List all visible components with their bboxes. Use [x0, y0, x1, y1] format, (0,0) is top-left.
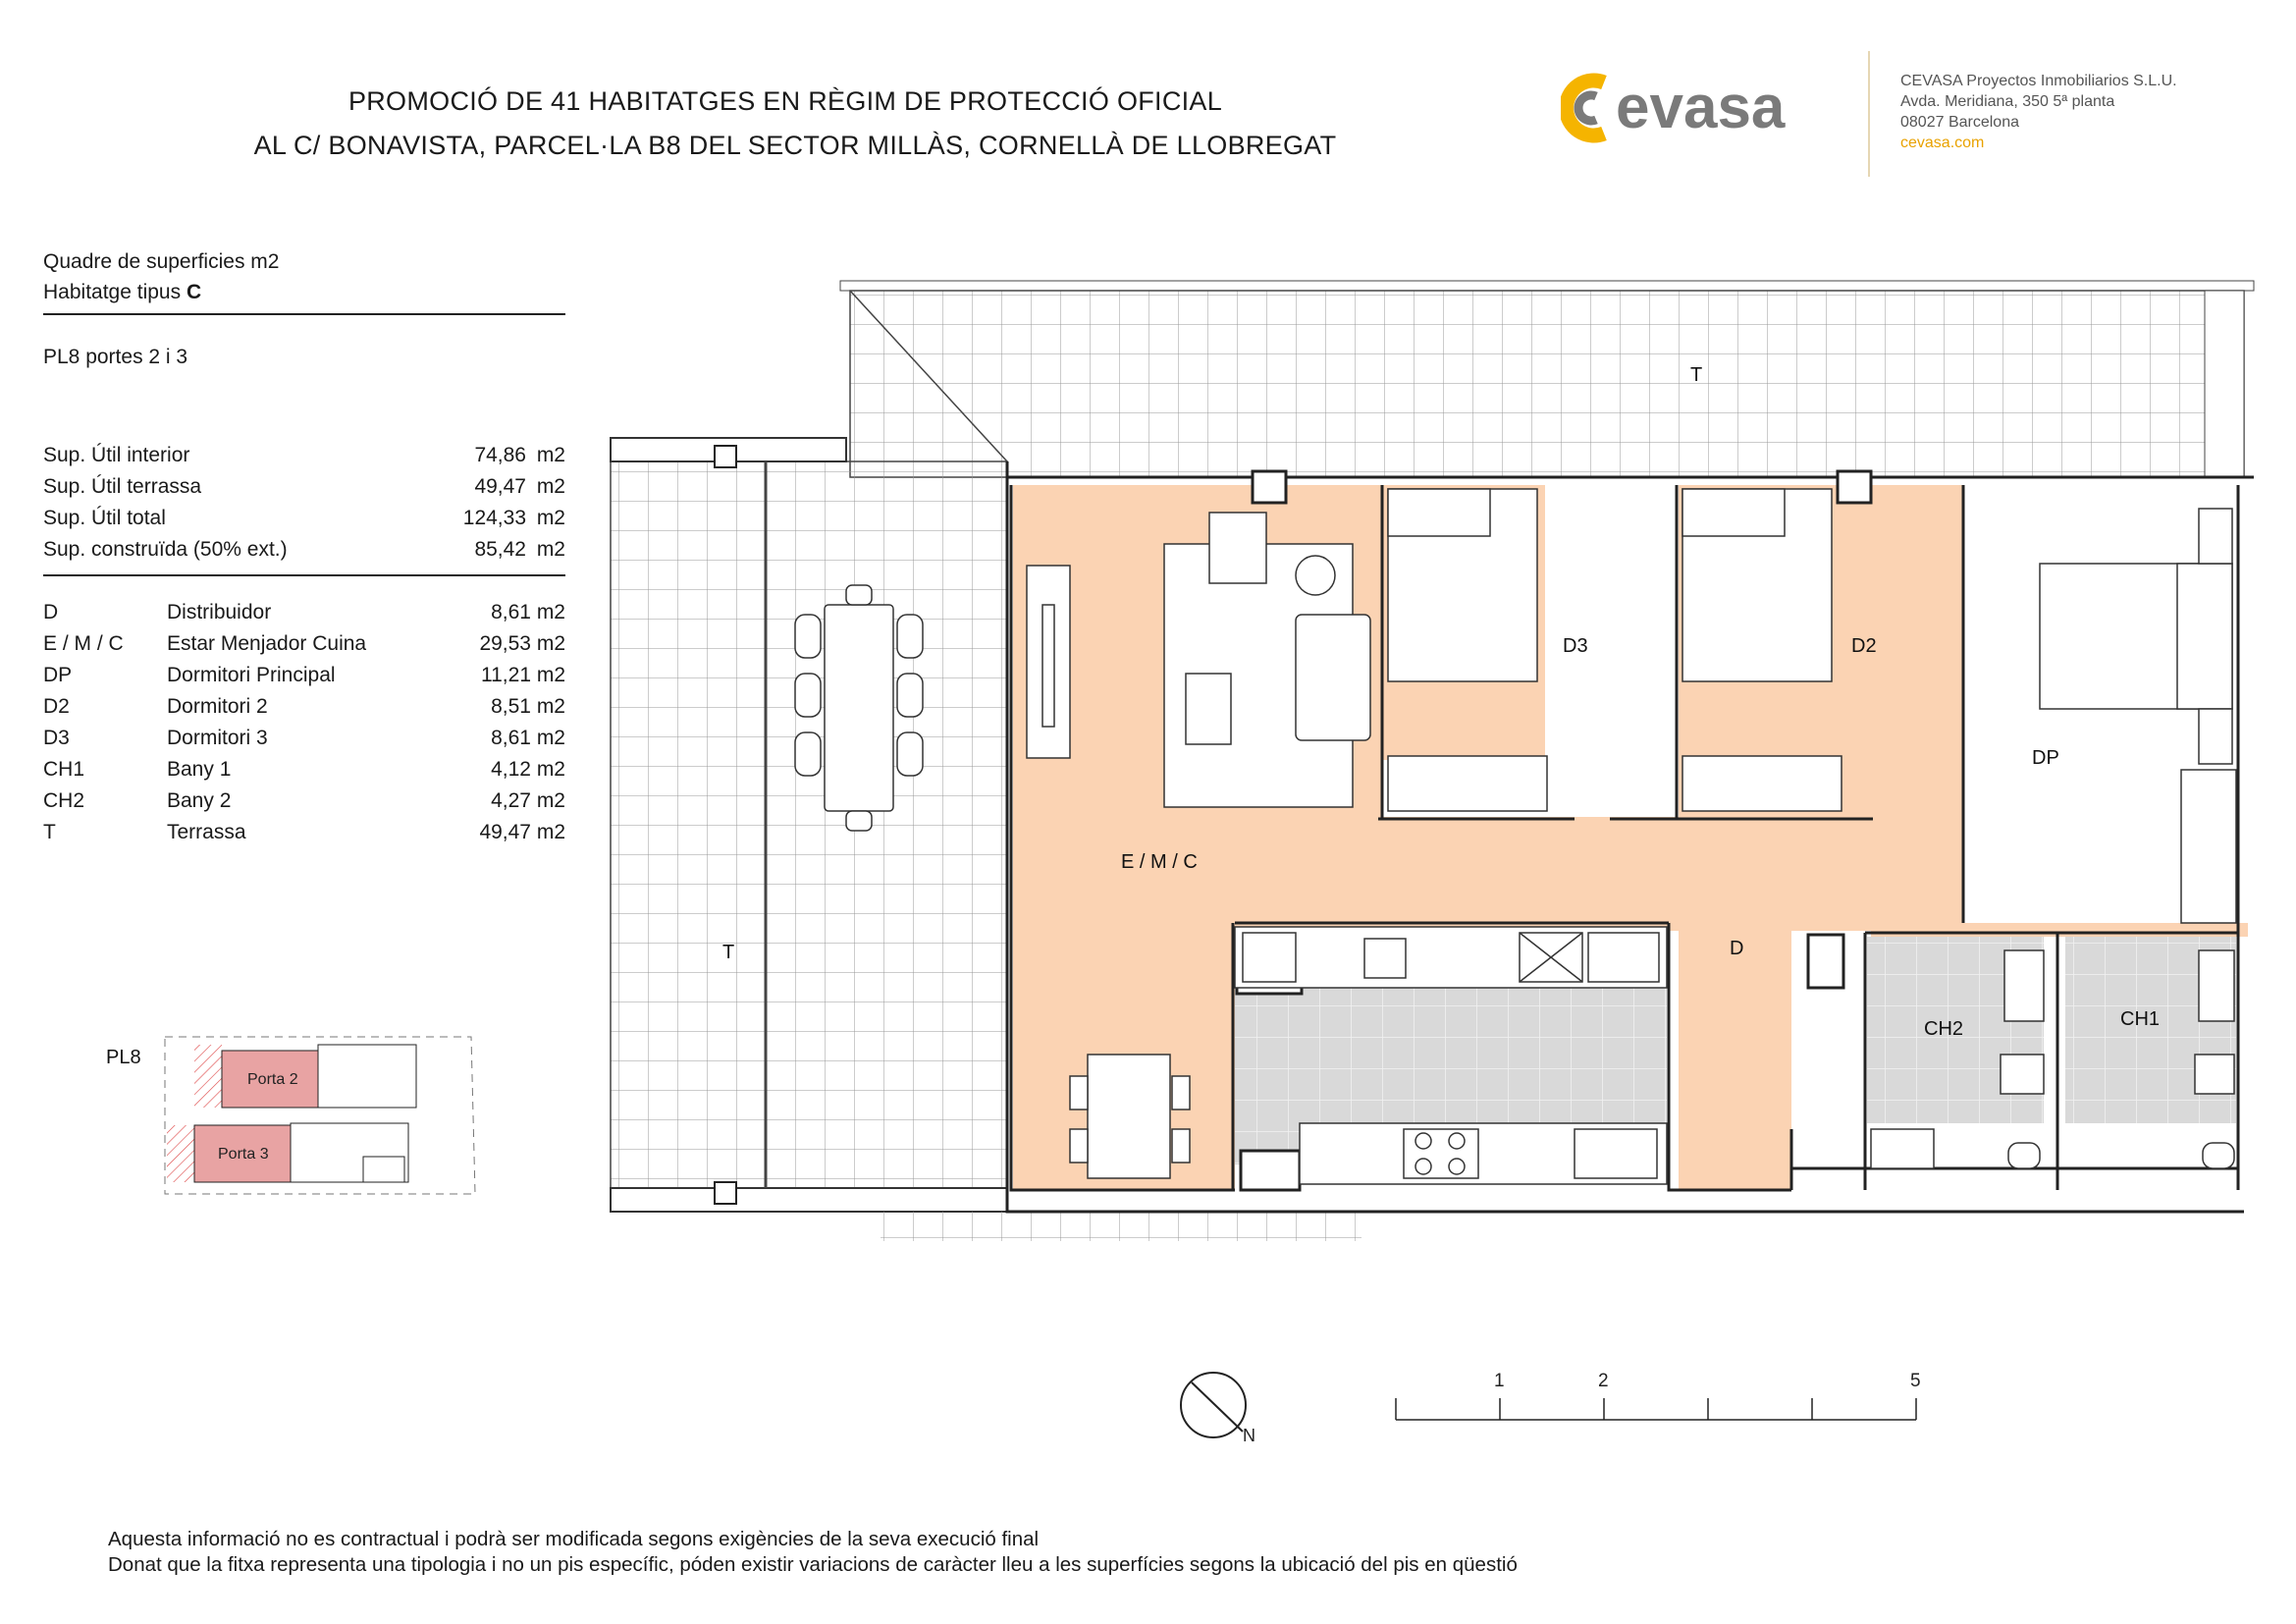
room-name: Estar Menjador Cuina	[167, 632, 367, 655]
terrace-top	[840, 281, 2254, 477]
terrace-left-label: T	[722, 942, 735, 963]
disclaimer-line-1: Aquesta informació no es contractual i podrà ser modificada segons exigències de la seva execució final	[108, 1528, 1040, 1550]
total-label: Sup. construïda (50% ext.)	[43, 538, 288, 561]
total-value: 74,86	[474, 444, 526, 466]
room-area: 29,53 m2	[479, 632, 565, 655]
terrace-top-label: T	[1690, 364, 1703, 386]
total-label: Sup. Útil interior	[43, 444, 190, 466]
room-area: 4,12 m2	[491, 758, 565, 781]
key-plan	[106, 1037, 475, 1194]
room-area: 4,27 m2	[491, 789, 565, 812]
room-label-ch2: CH2	[1924, 1018, 1964, 1040]
bedroom-d2	[1682, 489, 1842, 811]
room-code: D2	[43, 695, 70, 718]
total-label: Sup. Útil total	[43, 507, 166, 529]
company-city: 08027 Barcelona	[1900, 114, 2019, 131]
scale-label-1: 1	[1494, 1371, 1505, 1391]
north-arrow	[1181, 1373, 1255, 1445]
room-label-dp: DP	[2032, 747, 2059, 769]
company-website[interactable]: cevasa.com	[1900, 135, 1985, 151]
scale-bar	[1396, 1398, 1916, 1420]
logo-wordmark: evasa	[1616, 74, 1786, 141]
total-unit: m2	[536, 475, 565, 498]
room-code: D3	[43, 727, 70, 749]
room-area: 8,61 m2	[491, 601, 565, 623]
surface-table-heading: Quadre de superficies m2	[43, 250, 280, 273]
key-plan-door-3: Porta 3	[218, 1146, 269, 1163]
room-code: DP	[43, 664, 73, 686]
room-label-distributor: D	[1730, 938, 1744, 959]
key-plan-unit-2-b	[318, 1045, 416, 1108]
total-value: 85,42	[474, 538, 526, 561]
total-label: Sup. Útil terrassa	[43, 475, 202, 498]
dwelling-type-label: Habitatge tipus	[43, 281, 182, 303]
scale-label-5: 5	[1910, 1371, 1921, 1391]
room-label-d2: D2	[1851, 635, 1877, 657]
room-area: 8,61 m2	[491, 727, 565, 749]
bedroom-dp	[2040, 509, 2236, 923]
project-title-line-1: PROMOCIÓ DE 41 HABITATGES EN RÈGIM DE PROTECCIÓ OFICIAL	[347, 86, 1223, 116]
room-area: 11,21 m2	[481, 664, 565, 686]
disclaimer-line-2: Donat que la fitxa representa una tipologia i no un pis específic, póden existir variacions de caràcter lleu a les superfícies segons la ubicació del pis en qüestió	[108, 1553, 1518, 1576]
scale-label-2: 2	[1598, 1371, 1609, 1391]
room-name: Dormitori Principal	[167, 664, 336, 686]
key-plan-floor-label: PL8	[106, 1047, 141, 1068]
room-label-ch1: CH1	[2120, 1008, 2161, 1030]
total-unit: m2	[536, 507, 565, 529]
room-name: Dormitori 3	[167, 727, 268, 749]
floor-doors: PL8 portes 2 i 3	[43, 346, 188, 368]
total-unit: m2	[536, 444, 565, 466]
project-title-line-2: AL C/ BONAVISTA, PARCEL·LA B8 DEL SECTOR MILLÀS, CORNELLÀ DE LLOBREGAT	[253, 131, 1337, 160]
north-label: N	[1243, 1426, 1255, 1445]
room-code: D	[43, 601, 59, 623]
room-code: CH1	[43, 758, 85, 781]
room-area: 8,51 m2	[491, 695, 565, 718]
room-area: 49,47 m2	[479, 821, 565, 843]
key-plan-unit-3-b	[291, 1123, 408, 1182]
room-code: T	[43, 821, 56, 843]
total-value: 49,47	[474, 475, 526, 498]
room-code: CH2	[43, 789, 85, 812]
room-name: Dormitori 2	[167, 695, 268, 718]
total-unit: m2	[536, 538, 565, 561]
dwelling-type-value: C	[186, 281, 202, 303]
key-plan-hatch-3	[167, 1125, 194, 1182]
key-plan-door-2: Porta 2	[247, 1071, 298, 1088]
room-label-d3: D3	[1563, 635, 1588, 657]
room-name: Distribuidor	[167, 601, 272, 623]
key-plan-hatch-2	[194, 1045, 222, 1108]
room-name: Terrassa	[167, 821, 246, 843]
company-street: Avda. Meridiana, 350 5ª planta	[1900, 93, 2115, 110]
total-value: 124,33	[462, 507, 526, 529]
room-code: E / M / C	[43, 632, 124, 655]
room-label-living: E / M / C	[1121, 851, 1198, 873]
key-plan-stair	[363, 1157, 404, 1182]
room-name: Bany 1	[167, 758, 232, 781]
room-name: Bany 2	[167, 789, 232, 812]
bedroom-d3	[1388, 489, 1547, 811]
company-name: CEVASA Proyectos Inmobiliarios S.L.U.	[1900, 73, 2177, 89]
